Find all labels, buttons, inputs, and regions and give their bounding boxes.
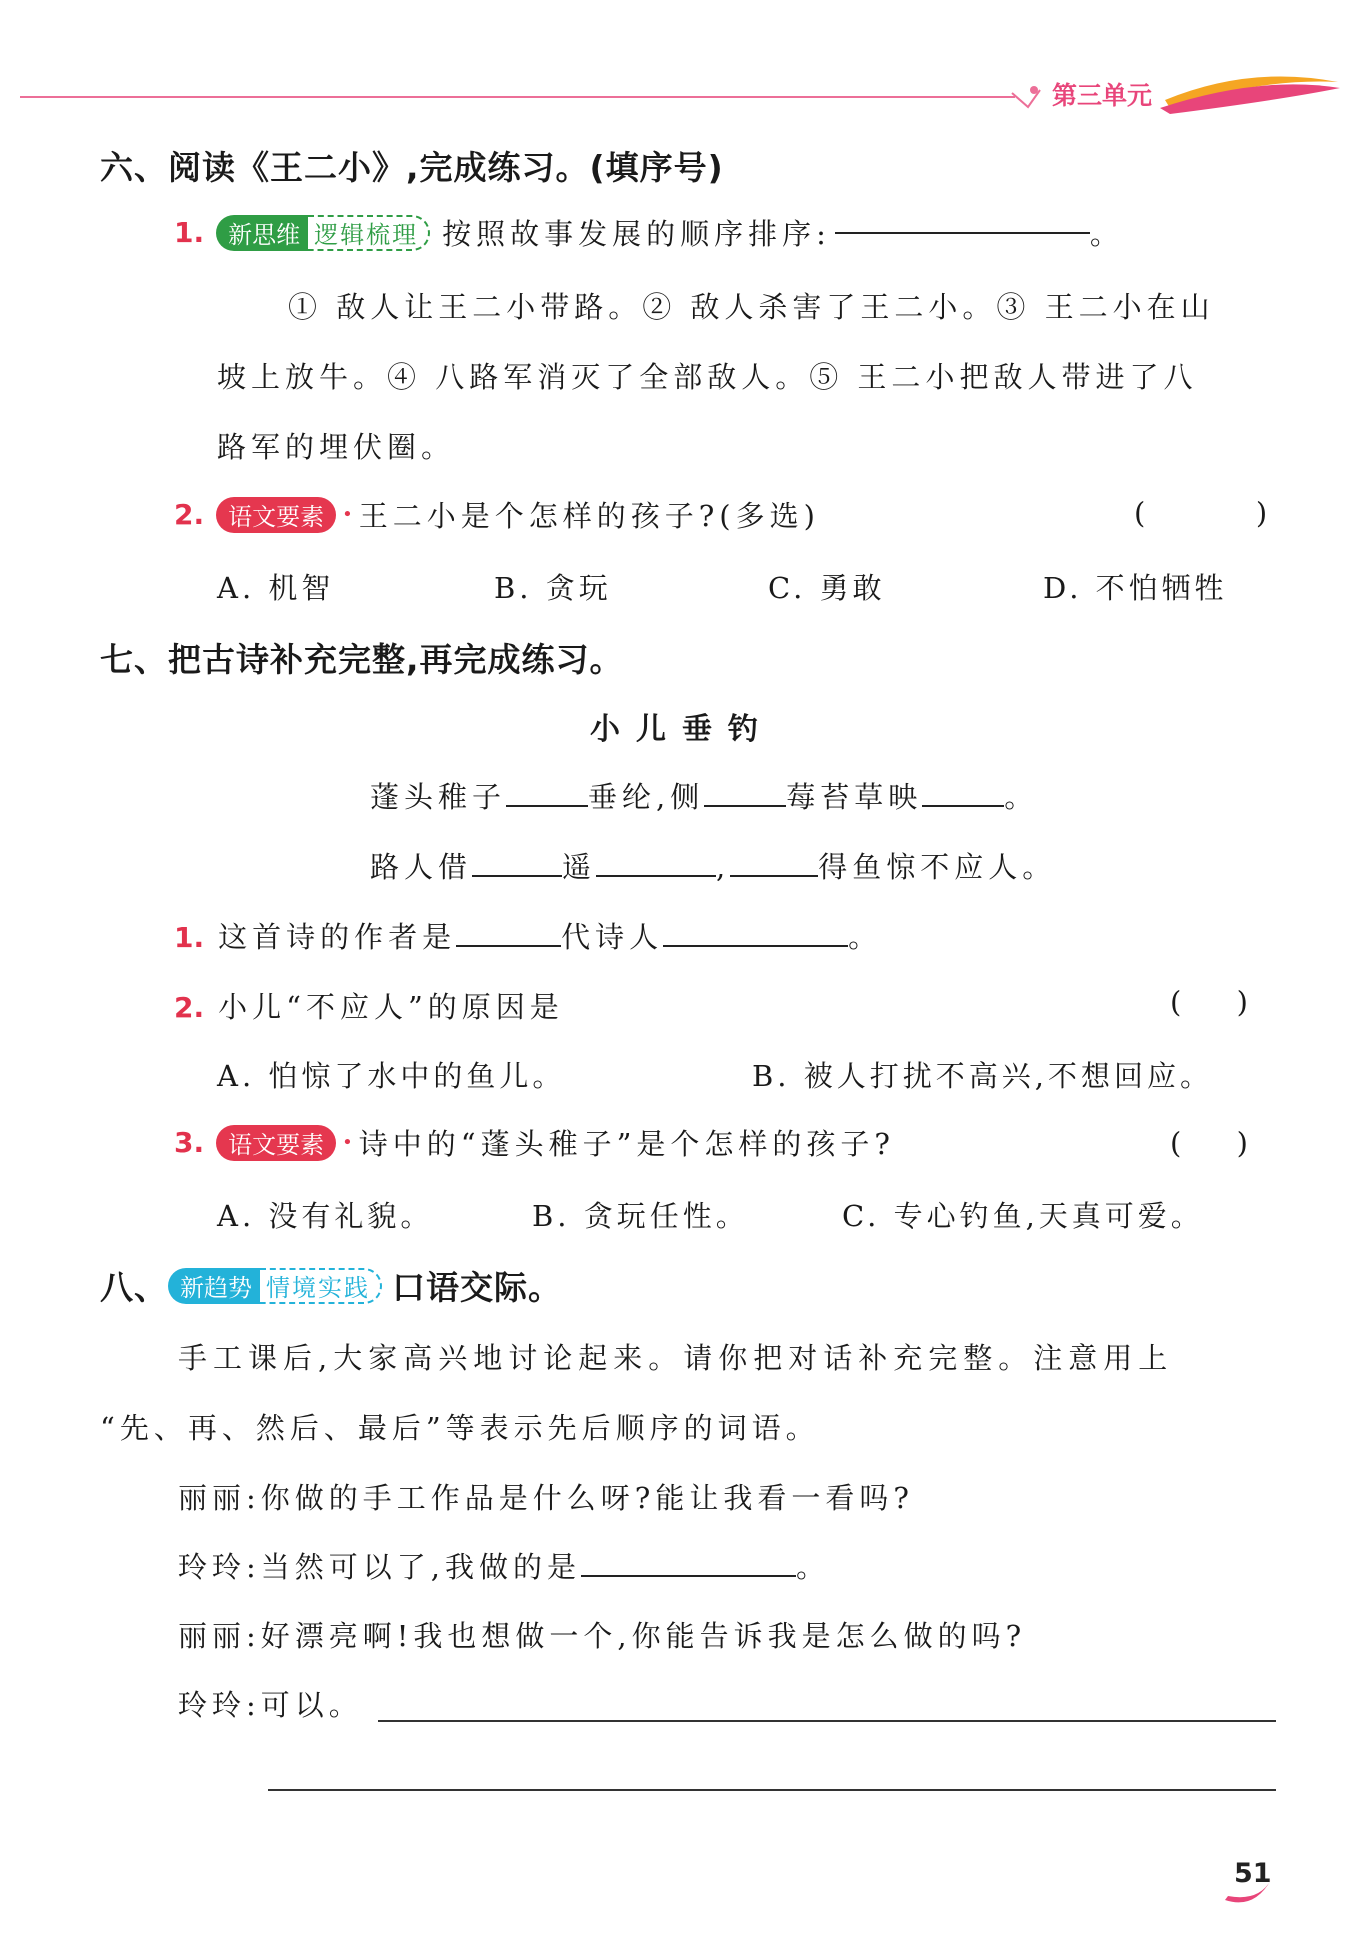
option-b: B. 被人打扰不高兴,不想回应。	[752, 1059, 1213, 1093]
dialogue-lili-2: 丽丽:好漂亮啊!我也想做一个,你能告诉我是怎么做的吗?	[178, 1619, 1027, 1653]
sec6-q1	[174, 212, 1124, 253]
tag-sub: 逻辑梳理	[308, 215, 430, 251]
sec7-q2	[174, 985, 564, 1026]
intro-line-2: “先、再、然后、最后”等表示先后顺序的词语。	[100, 1411, 820, 1445]
question-text: 。	[848, 920, 883, 954]
dialogue-text: 。	[796, 1550, 831, 1584]
page-number-swoosh	[1220, 1868, 1280, 1908]
poem-blank[interactable]	[922, 804, 1004, 807]
poem-text: ,	[716, 850, 731, 884]
tag-main: 新思维	[216, 215, 308, 251]
poem-text: 遥	[562, 850, 597, 884]
question-text: 代诗人	[561, 920, 664, 954]
answer-blank[interactable]	[663, 944, 848, 947]
answer-line[interactable]	[378, 1720, 1276, 1722]
answer-paren[interactable]: ( )	[1170, 1126, 1248, 1160]
question-prompt: 王二小是个怎样的孩子?(多选)	[358, 499, 820, 533]
poem-line-1	[370, 775, 1038, 816]
tag-dot: •	[342, 504, 353, 525]
poem-title: 小儿垂钓	[590, 712, 774, 747]
tag-sub: 情境实践	[260, 1268, 382, 1304]
new-thinking-tag	[216, 215, 430, 251]
question-number: 1.	[174, 921, 205, 954]
section-7-heading: 七、把古诗补充完整,再完成练习。	[100, 640, 624, 679]
question-number: 2.	[174, 498, 205, 531]
dialogue-text: 玲玲:当然可以了,我做的是	[178, 1550, 581, 1584]
question-number: 1.	[174, 216, 205, 249]
story-line-3: 路军的埋伏圈。	[217, 430, 456, 464]
new-trend-tag	[168, 1268, 382, 1304]
section-8-heading: 口语交际。	[392, 1268, 562, 1307]
option-c: C. 勇敢	[768, 571, 886, 605]
question-prompt: 按照故事发展的顺序排序:	[442, 217, 831, 251]
question-prompt: 小儿“不应人”的原因是	[218, 990, 564, 1024]
tag-main: 新趋势	[168, 1268, 260, 1304]
question-text: 这首诗的作者是	[218, 920, 457, 954]
poem-text: 垂纶,侧	[588, 780, 705, 814]
option-b: B. 贪玩	[494, 571, 612, 605]
poem-text: 蓬头稚子	[370, 780, 507, 814]
period: 。	[1089, 217, 1124, 251]
sec6-q2	[174, 494, 820, 535]
poem-text: 莓苔草映	[786, 780, 923, 814]
answer-blank[interactable]	[835, 231, 1090, 234]
poem-blank[interactable]	[704, 804, 786, 807]
intro-line-1: 手工课后,大家高兴地讨论起来。请你把对话补充完整。注意用上	[178, 1341, 1174, 1375]
story-line-1: ① 敌人让王二小带路。② 敌人杀害了王二小。③ 王二小在山	[288, 290, 1215, 324]
question-prompt: 诗中的“蓬头稚子”是个怎样的孩子?	[358, 1127, 895, 1161]
dialogue-lingling-1	[178, 1545, 830, 1586]
answer-blank[interactable]	[581, 1574, 796, 1577]
option-a: A. 没有礼貌。	[217, 1199, 434, 1233]
poem-text: 得鱼惊不应人。	[818, 850, 1057, 884]
section-6-heading: 六、阅读《王二小》,完成练习。(填序号)	[100, 148, 724, 187]
dialogue-lingling-2: 玲玲:可以。	[178, 1688, 363, 1722]
option-c: C. 专心钓鱼,天真可爱。	[842, 1199, 1204, 1233]
option-d: D. 不怕牺牲	[1043, 571, 1228, 605]
option-b: B. 贪玩任性。	[532, 1199, 749, 1233]
option-a: A. 机智	[217, 571, 335, 605]
unit-label: 第三单元	[1052, 81, 1153, 110]
chinese-element-tag: 语文要素	[216, 497, 336, 533]
poem-text: 。	[1004, 780, 1039, 814]
dialogue-lili-1: 丽丽:你做的手工作品是什么呀?能让我看一看吗?	[178, 1481, 914, 1515]
page-number: 51	[1234, 1858, 1272, 1889]
tag-dot: •	[342, 1132, 353, 1153]
answer-blank[interactable]	[456, 944, 561, 947]
answer-paren[interactable]: ( )	[1134, 496, 1268, 530]
sec7-q1	[174, 915, 882, 956]
poem-blank[interactable]	[730, 874, 818, 877]
story-line-2: 坡上放牛。④ 八路军消灭了全部敌人。⑤ 王二小把敌人带进了八	[217, 360, 1198, 394]
answer-line[interactable]	[268, 1789, 1276, 1791]
option-a: A. 怕惊了水中的鱼儿。	[217, 1059, 566, 1093]
question-number: 3.	[174, 1126, 205, 1159]
poem-blank[interactable]	[472, 874, 562, 877]
chinese-element-tag: 语文要素	[216, 1125, 336, 1161]
poem-blank[interactable]	[506, 804, 588, 807]
section-8-prefix: 八、	[100, 1268, 168, 1307]
poem-text: 路人借	[370, 850, 473, 884]
question-number: 2.	[174, 991, 205, 1024]
answer-paren[interactable]: ( )	[1170, 985, 1248, 1019]
poem-line-2	[370, 845, 1056, 886]
section-8-heading-row	[100, 1262, 562, 1309]
sec7-q3	[174, 1122, 895, 1163]
poem-blank[interactable]	[596, 874, 716, 877]
